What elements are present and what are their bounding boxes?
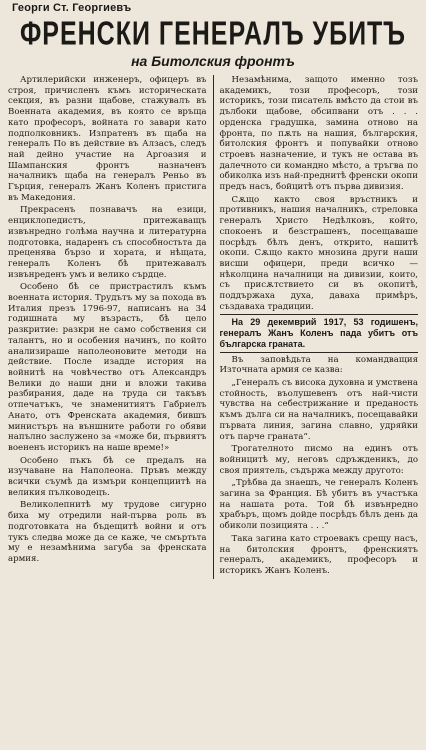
paragraph: Сѫщо както своя връстникъ и противникъ, нашия началникъ, стреловка генералъ Христо Недѣлковъ, който, спокоенъ и безстрашенъ, посещаваше посрѣдъ бѣлъ денъ, открито, нашитѣ окопи. Сѫщо както мнозина други наши висши офицери, преди всичко — нѣколцина началници на дивизии, които, съ присѫтствието си въ окопитѣ, поддържаха духа, даваха примѣръ, създаваха традиции.	[219, 194, 419, 312]
author-byline: Георги Ст. Георгиевъ	[12, 2, 132, 14]
column-rule	[213, 75, 214, 579]
paragraph: Великолепнитѣ му трудове сигурно биха му отредили най-първа роль въ подготовката на бъдещитѣ войни и отъ тукъ следва може да се каже, че смъртьта му е незамѣнима загуба за френската армия.	[8, 500, 207, 564]
headline: ФРЕНСКИ ГЕНЕРАЛЪ УБИТЪ	[19, 15, 407, 53]
paragraph: Трогателното писмо на единъ отъ войницитѣ му, неговъ сдръжденикъ, до своя приятель, съдържа между другото:	[219, 444, 419, 476]
paragraph: Така загина като строевакъ срещу насъ, на битолския фронтъ, френскиятъ генералъ, академикъ, професоръ и историкъ Жанъ Коленъ.	[219, 533, 419, 576]
right-column	[220, 75, 419, 579]
separator-rule	[220, 352, 419, 353]
paragraph: Особено бѣ се пристрастилъ къмъ военната история. Трудътъ му за похода въ Италия презъ 1796-97, написанъ на 34 годишната му възрасть, бѣ цело разкритие: разкри не само собствения си талантъ, но и особения начинъ, по който анализираше наполеоновите методи на действие. После изадде история на войнитѣ на човѣчество отъ Александръ Велики до наши дни и вложи такива разбирания, даде на труда си такъвъ отпечатъкъ, че знаменитиятъ Габриелъ Анато, отъ Френската академия, бившъ министъръ на външните работи го обяви напълно заслужено за «може би, първиятъ воененъ историкъ на наше време!»	[8, 282, 207, 453]
paragraph: Артилерийски инженеръ, офицеръ въ строя, причисленъ къмъ историческата секция, въ разни щабове, стажувалъ въ Военната академия, въ която се връща като професоръ, войната го завари като подполковникъ. Изпратенъ въ щаба на генералъ По въ действие въ Алзасъ, следъ най дейно участие на Аргоазия и Шампанския фронтъ назначенъ началникъ щаба на генералъ Реньо въ Гърция, генералъ Жанъ Коленъ пристига въ Македония.	[8, 75, 207, 203]
separator-rule	[220, 314, 419, 315]
paragraph: „Трѣбва да знаешъ, че генералъ Коленъ загина за Франция. Бѣ убитъ въ участъка на нашата рота. Той бѣ извънредно храбъръ, щомъ дойде посрѣдъ бѣлъ день да обиколи позицията . . .“	[219, 478, 419, 532]
left-column	[8, 75, 207, 579]
date-line: На 29 декемврий 1917, 53 годишенъ, генералъ Жанъ Коленъ пада убитъ отъ българска граната.	[219, 317, 419, 349]
paragraph: Особено пъкъ бѣ се предалъ на изучаване на Наполеона. Пръвъ между всички съумѣ да измъри концепциитѣ на великия пълководецъ.	[8, 455, 207, 498]
paragraph: Въ заповѣдьта на командващия Източната армия се казва:	[219, 354, 419, 376]
paragraph: Прекрасенъ познавачъ на езици, енциклопедистъ, притежаващъ извънредно голѣма научна и литературна подготовка, надаренъ съ способностьта да преценява бързо и хората, и нѣщата, генералъ Коленъ бѣ притежавалъ извънреденъ умъ и велико сърдце.	[8, 205, 207, 280]
paragraph: Незамѣнима, защото именно тозъ академикъ, този професоръ, този историкъ, този писатель вмѣсто да стои въ дълбоки щабове, обсипвани отъ . . . орденска градушка, замина отново на фронта, по пѫть на нашия, българския, битолския фронтъ и попувайки отново строевъ назначение, и тукъ не остава въ далечното си командно мѣсто, а тръгва по обиколка изъ най-преднитѣ френски окопи предъ насъ, бойцитѣ отъ първа дивизия.	[219, 75, 419, 193]
paragraph: „Генералъ съ висока духовна и умствена стойность, въолушевенъ отъ най-чисти чувства на себестрижание и преданость къмъ дълга си на началникъ, посещавайки първата линия, загина славно, удряйки отъ парче граната“.	[219, 377, 419, 442]
subheadline: на Битолския фронтъ	[131, 53, 295, 69]
article-columns	[8, 75, 418, 579]
